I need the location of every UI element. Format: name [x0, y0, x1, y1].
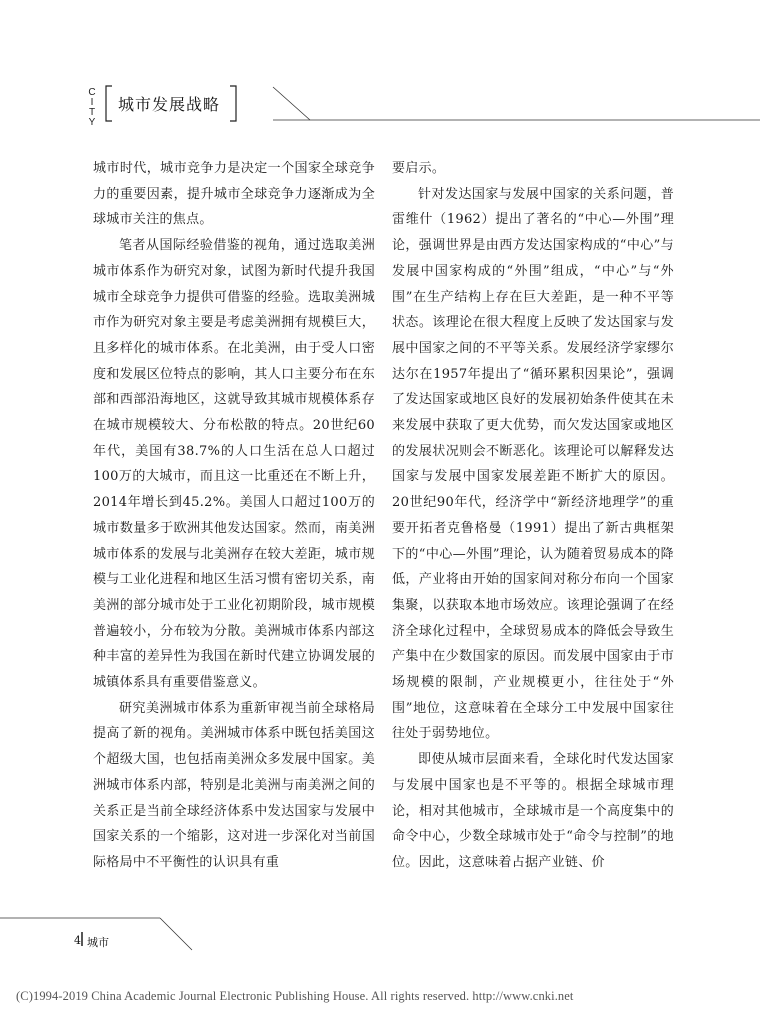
city-letter: C	[88, 87, 96, 98]
city-letter: T	[88, 107, 96, 118]
paragraph: 笔者从国际经验借鉴的视角，通过选取美洲城市体系作为研究对象，试图为新时代提升我国城市全球竞争力提供可借鉴的经验。选取美洲城市作为研究对象主要是考虑美洲拥有规模巨大，且多样化的城市体系。在北美洲，由于受人口密度和发展区位特点的影响，其人口主要分布在东部和西部沿海地区，这就导致其城市规模体系存在城市规模较大、分布松散的特点。20世纪60年代，美国有38.7%的人口生活在总人口超过100万的大城市，而且这一比重还在不断上升，2014年增长到45.2%。美国人口超过100万的城市数量多于欧洲其他发达国家。然而，南美洲城市体系的发展与北美洲存在较大差距，城市规模与工业化进程和地区生活习惯有密切关系，南美洲的部分城市处于工业化初期阶段，城市规模普遍较小，分布较为分散。美洲城市体系内部这种丰富的差异性为我国在新时代建立协调发展的城镇体系具有重要借鉴意义。	[93, 238, 375, 691]
header-rule-graphic	[0, 0, 760, 150]
paragraph: 城市时代，城市竞争力是决定一个国家全球竞争力的重要因素，提升城市全球竞争力逐渐成为全球城市关注的焦点。	[93, 161, 375, 228]
copyright-notice: (C)1994-2019 China Academic Journal Electronic Publishing House. All rights reserved. http://www.cnki.net	[16, 989, 574, 1003]
header-diagonal-line	[273, 87, 310, 120]
right-column	[392, 156, 674, 876]
footer-diagonal-line	[160, 918, 192, 950]
paragraph: 即使从城市层面来看，全球化时代发达国家与发展中国家也是不平等的。根据全球城市理论，相对其他城市，全球城市是一个高度集中的命令中心，少数全球城市处于“命令与控制”的地位。因此，这意味着占据产业链、价	[392, 752, 674, 870]
page-header	[0, 0, 760, 150]
city-letter: I	[90, 97, 94, 108]
paragraph-continuation: 要启示。	[392, 161, 446, 176]
city-vertical-label	[86, 88, 98, 128]
journal-name: 城市	[87, 936, 109, 949]
city-letter: Y	[88, 117, 96, 128]
left-column	[93, 156, 375, 876]
left-bracket	[106, 86, 112, 121]
paragraph: 研究美洲城市体系为重新审视当前全球格局提高了新的视角。美洲城市体系中既包括美国这个超级大国，也包括南美洲众多发展中国家。美洲城市体系内部，特别是北美洲与南美洲之间的关系正是当前全球经济体系中发达国家与发展中国家关系的一个缩影，这对进一步深化对当前国际格局中不平衡性的认识具有重	[93, 700, 375, 870]
footer-rule-graphic	[0, 900, 760, 960]
right-bracket	[230, 86, 236, 121]
paragraph: 针对发达国家与发展中国家的关系问题，普雷维什（1962）提出了著名的“中心—外围”理论，强调世界是由西方发达国家构成的“中心”与发展中国家构成的“外围”组成，“中心”与“外围”在生产结构上存在巨大差距，是一种不平等状态。该理论在很大程度上反映了发达国家与发展中国家之间的不平等关系。发展经济学家缪尔达尔在1957年提出了“循环累积因果论”，强调了发达国家或地区良好的发展初始条件使其在未来发展中获取了更大优势，而欠发达国家或地区的发展状况则会不断恶化。该理论可以解释发达国家与发展中国家发展差距不断扩大的原因。20世纪90年代，经济学中“新经济地理学”的重要开拓者克鲁格曼（1991）提出了新古典框架下的“中心—外围”理论，认为随着贸易成本的降低，产业将由开始的国家间对称分布向一个国家集聚，以获取本地市场效应。该理论强调了在经济全球化过程中，全球贸易成本的降低会导致生产集中在少数国家的原因。而发展中国家由于市场规模的限制，产业规模更小，往往处于“外围”地位，这意味着在全球分工中发展中国家往往处于弱势地位。	[392, 186, 674, 742]
page-number: 4	[74, 934, 81, 947]
page-footer	[0, 900, 760, 960]
section-title: 城市发展战略	[118, 95, 221, 114]
